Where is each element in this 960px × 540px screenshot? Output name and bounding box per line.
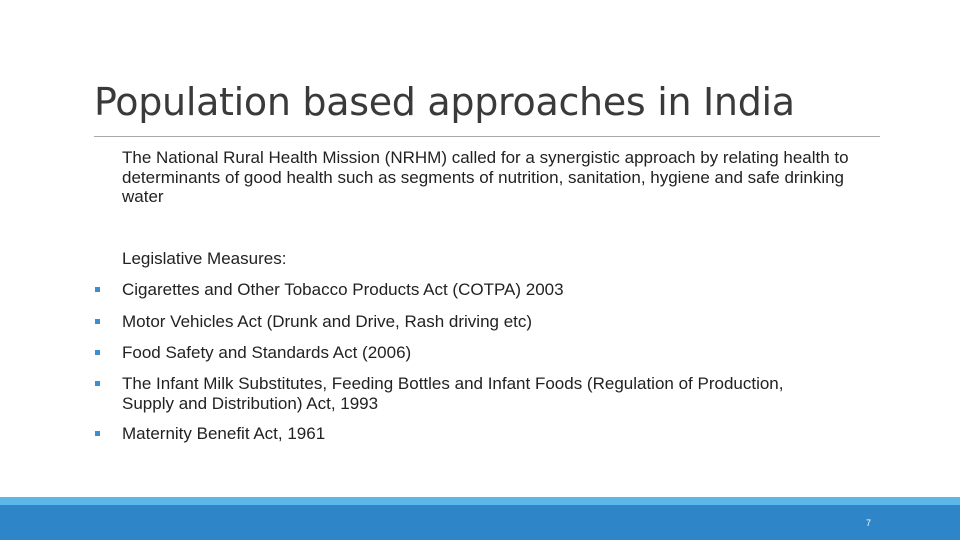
list-item-text: Food Safety and Standards Act (2006) [122, 343, 412, 362]
title-divider [94, 136, 880, 137]
slide-title: Population based approaches in India [94, 80, 795, 124]
section-heading: Legislative Measures: [122, 249, 287, 268]
bullet-icon [95, 350, 100, 355]
bullet-icon [95, 431, 100, 436]
list-item-text: The Infant Milk Substitutes, Feeding Bottles and Infant Foods (Regulation of Production, Supply and Distribution) Act, 1993 [122, 374, 784, 413]
page-number: 7 [866, 518, 872, 528]
list-item-text: Maternity Benefit Act, 1961 [122, 424, 326, 443]
footer-accent-stripe [0, 497, 960, 505]
list-item-text: Motor Vehicles Act (Drunk and Drive, Rash driving etc) [122, 312, 533, 331]
bullet-icon [95, 319, 100, 324]
bullet-icon [95, 287, 100, 292]
list-item-text: Cigarettes and Other Tobacco Products Act (COTPA) 2003 [122, 280, 564, 299]
intro-paragraph: The National Rural Health Mission (NRHM) called for a synergistic approach by relating health to determinants of good health such as segments of nutrition, sanitation, hygiene and safe drinking water [122, 148, 849, 206]
bullet-icon [95, 381, 100, 386]
footer-bar [0, 505, 960, 540]
